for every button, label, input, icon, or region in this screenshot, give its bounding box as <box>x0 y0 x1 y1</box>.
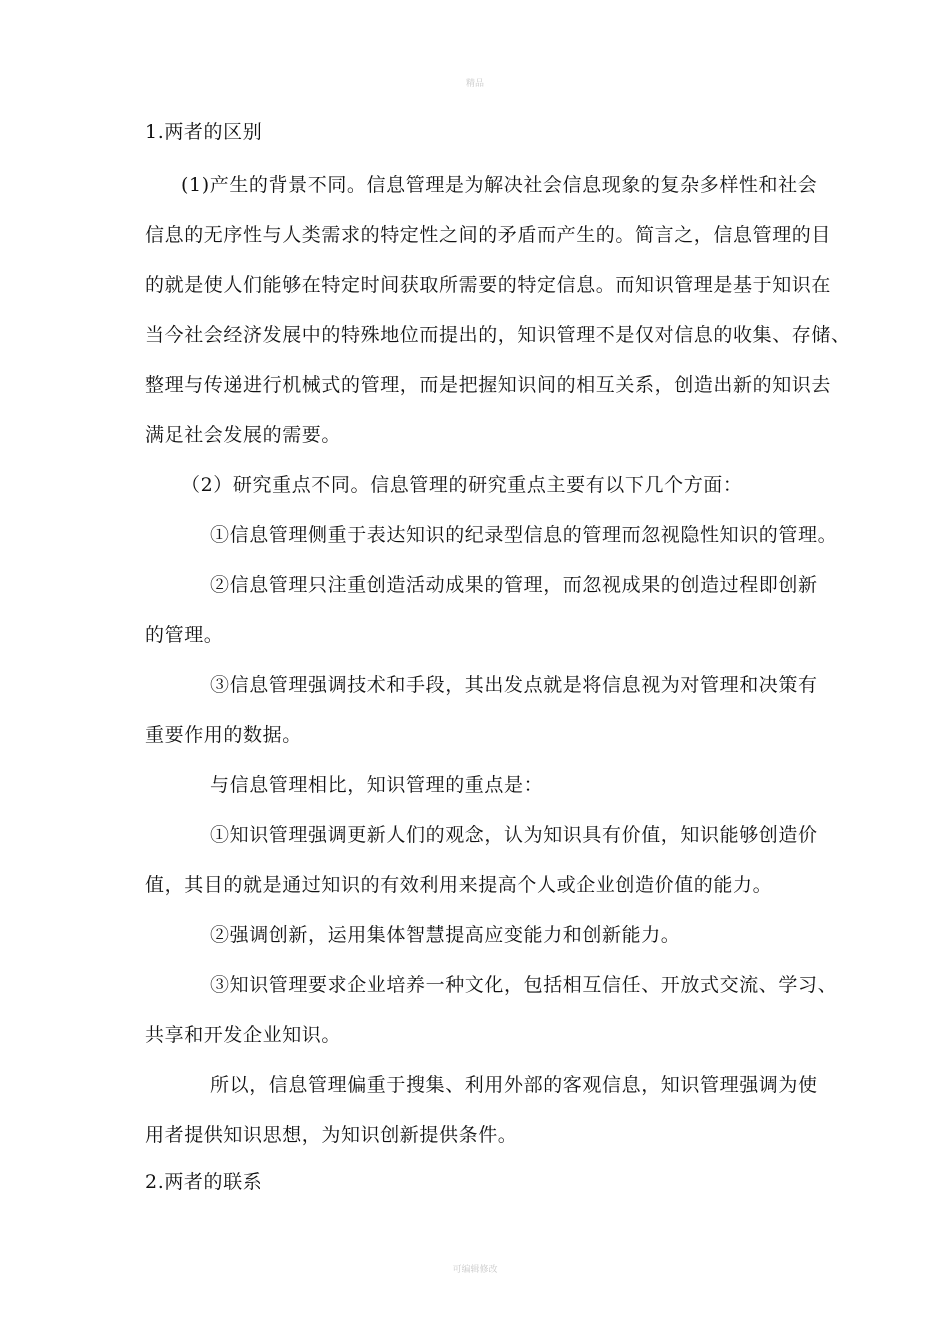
list-item-continuation: 的管理。 <box>145 624 224 646</box>
list-item: ③信息管理强调技术和手段，其出发点就是将信息视为对管理和决策有 <box>210 674 818 696</box>
list-item: ①信息管理侧重于表达知识的纪录型信息的管理而忽视隐性知识的管理。 <box>210 524 838 546</box>
paragraph-line: 信息的无序性与人类需求的特定性之间的矛盾而产生的。简言之，信息管理的目 <box>145 224 832 246</box>
paragraph-line: (1)产生的背景不同。信息管理是为解决社会信息现象的复杂多样性和社会 <box>181 174 818 196</box>
paragraph-line: 当今社会经济发展中的特殊地位而提出的，知识管理不是仅对信息的收集、存储、 <box>145 324 851 346</box>
paragraph-line: 整理与传递进行机械式的管理，而是把握知识间的相互关系，创造出新的知识去 <box>145 374 832 396</box>
section-heading-1: 1.两者的区别 <box>145 121 263 143</box>
paragraph-line: 所以，信息管理偏重于搜集、利用外部的客观信息，知识管理强调为使 <box>210 1074 818 1096</box>
list-item: ②信息管理只注重创造活动成果的管理，而忽视成果的创造过程即创新 <box>210 574 818 596</box>
list-item: ①知识管理强调更新人们的观念，认为知识具有价值，知识能够创造价 <box>210 824 818 846</box>
paragraph-line: 的就是使人们能够在特定时间获取所需要的特定信息。而知识管理是基于知识在 <box>145 274 832 296</box>
section-heading-2: 2.两者的联系 <box>145 1171 263 1193</box>
list-item-continuation: 重要作用的数据。 <box>145 724 302 746</box>
list-item-continuation: 值，其目的就是通过知识的有效利用来提高个人或企业创造价值的能力。 <box>145 874 773 896</box>
paragraph-line: （2）研究重点不同。信息管理的研究重点主要有以下几个方面： <box>181 474 743 496</box>
list-item-continuation: 共享和开发企业知识。 <box>145 1024 342 1046</box>
page-footer: 可编辑修改 <box>452 1265 498 1275</box>
paragraph-line: 满足社会发展的需要。 <box>145 424 342 446</box>
paragraph-line: 与信息管理相比，知识管理的重点是： <box>210 774 544 796</box>
list-item: ②强调创新，运用集体智慧提高应变能力和创新能力。 <box>210 924 681 946</box>
list-item: ③知识管理要求企业培养一种文化，包括相互信任、开放式交流、学习、 <box>210 974 838 996</box>
page-header: 精品 <box>465 79 484 89</box>
paragraph-line: 用者提供知识思想，为知识创新提供条件。 <box>145 1124 518 1146</box>
